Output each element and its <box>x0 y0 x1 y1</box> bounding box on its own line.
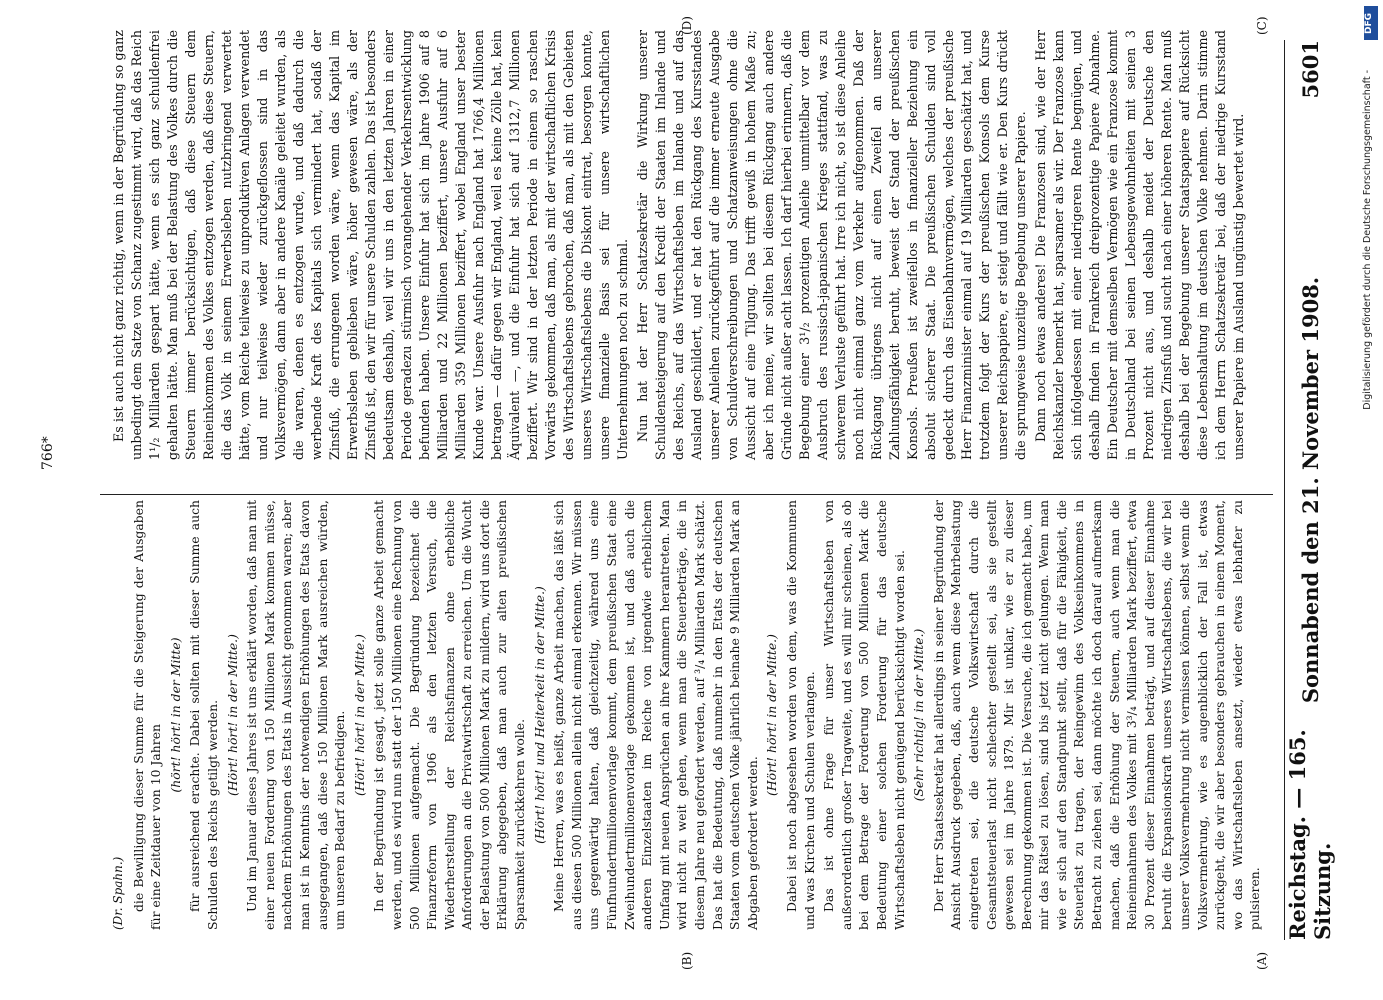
interjection: (Hört! hört! in der Mitte.) <box>224 634 240 796</box>
paragraph: Das ist ohne Frage für unser Wirtschaftsleben von außerordentlich großer Tragweite, und es will mir scheinen, als ob bei dem Betrage der Forderung von 500 Millionen Mark die Bedeutung einer solchen Forderung für das deutsche Wirtschaftsleben nicht genügend berücksichtigt worden sei. <box>821 500 907 930</box>
header-rule <box>1284 40 1285 940</box>
credit-text: Digitalisierung gefördert durch die Deutsche Forschungsgemeinschaft - <box>1362 70 1373 410</box>
header-session: Reichstag. — 165. Sitzung. <box>1285 729 1335 940</box>
margin-mark-b: (B) <box>680 951 694 970</box>
interjection: (hört! hört! in der Mitte) <box>167 637 183 793</box>
interjection: (Sehr richtig! in der Mitte.) <box>911 628 927 802</box>
dfg-logo: DFG <box>1364 6 1378 40</box>
paragraph: die Bewilligung dieser Summe für die Steigerung der Ausgaben für eine Zeitdauer von 10 Jahren <box>130 500 164 930</box>
credit-line <box>1362 10 1382 990</box>
left-column <box>110 500 1268 930</box>
speaker-name: (Dr. Spahn.) <box>111 856 125 930</box>
interjection: (Hört! hört! in der Mitte.) <box>764 634 780 796</box>
folio-mark: 766* <box>40 436 56 470</box>
page-header <box>1285 40 1335 940</box>
page-number: 5601 <box>1297 40 1323 99</box>
margin-mark-d: (D) <box>680 16 694 35</box>
right-column <box>110 30 1268 460</box>
paragraph: Dann noch etwas anderes! Die Franzosen sind, wie der Herr Reichskanzler bemerkt hat, sparsamer als wir. Der Franzose kann sich infolgedessen mit einer niedrigeren Rente begnügen, und deshalb finden in Frankreich dreiprozentige Papiere Abnahme. Ein Deutscher mit demselben Vermögen wie ein Franzose kommt in Deutschland bei seinen Lebensgewohnheiten mit seinen 3 Prozent nicht aus, und deshalb meidet der Deutsche den niedrigen Zinsfuß und sucht nach einer höheren Rente. Man muß deshalb bei der Begebung unserer Staatspapiere auf Rücksicht diese Lebenshaltung im deutschen Volke nehmen. Darin stimme ich dem Herrn Schatzsekretär bei, daß der niedrige Kursstand unserer Papiere im Ausland ungünstig bewertet wird. <box>1033 30 1246 460</box>
paragraph: Und im Januar dieses Jahres ist uns erklärt worden, daß man mit einer neuen Forderung von 150 Millionen Mark kommen müsse, nachdem Erhöhungen des Etats in Aussicht genommen waren; aber man ist in Kenntnis der notwendigen Erhöhungen des Etats davon ausgegangen, daß diese 150 Millionen Mark ausreichen würden, um unseren Bedarf zu befriedigen. <box>244 500 348 930</box>
header-date: Sonnabend den 21. November 1908. <box>1297 276 1323 704</box>
paragraph: für ausreichend erachte. Dabei sollten mit dieser Summe auch Schulden des Reichs getilgt werden. <box>187 500 220 930</box>
paragraph: Der Herr Staatssekretär hat allerdings in seiner Begründung der Ansicht Ausdruck gegeben, daß, auch wenn diese Mehrbelastung eingetreten sei, die deutsche Volkswirtschaft durch die Gesamtsteuerlast nicht schlechter gestellt sei, als sie gestellt gewesen sei im Jahre 1879. Mir ist unklar, wie er zu dieser Berechnung gekommen ist. Die Versuche, die ich gemacht habe, um mir das Rätsel zu lösen, sind bis jetzt nicht gelungen. Wenn man wie er sich auf den Standpunkt stellt, daß für die Fähigkeit, die Steuerlast zu tragen, der Reingewinn des Volkseinkommens in Betracht zu ziehen sei, dann möchte ich doch darauf aufmerksam machen, daß die Erhöhung der Steuern, auch wenn man die Reineinnahmen des Volkes mit 3³/₄ Milliarden Mark beziffert, etwa 30 Prozent dieser Einnahmen beträgt, und auf dieser Einnahme beruht die Expansionskraft unseres Wirtschaftslebens, die wir bei unserer Volksvermehrung nicht vermissen können, selbst wenn die Volksvermehrung, wie es augenblicklich der Fall ist, etwas zurückgeht, die wir aber besonders gebrauchen in einem Moment, wo das Wirtschaftsleben ansetzt, wieder etwas lebhafter zu pulsieren. <box>930 500 1263 930</box>
paragraph: Nun hat der Herr Schatzsekretär die Wirkung unserer Schuldensteigerung auf den Kredit der Staaten im Inlande und des Reichs, auf das Wirtschaftsleben im Inlande und auf das Ausland geschildert, und er hat den Rückgang des Kursstandes unserer Anleihen zurückgeführt auf die immer erneute Ausgabe von Schuldverschreibungen und Schatzanweisungen ohne die Aussicht auf eine Tilgung. Das trifft gewiß in hohem Maße zu; aber ich meine, wir sollten bei diesem Rückgang auch andere Gründe nicht außer acht lassen. Ich darf hierbei erinnern, daß die Begebung einer 3¹/₂ prozentigen Anleihe unmittelbar vor dem Ausbruch des russisch-japanischen Krieges stattfand, was zu schwerem Verluste geführt hat. Irre ich nicht, so ist diese Anleihe noch nicht einmal ganz vom Verkehr aufgenommen. Daß der Rückgang übrigens nicht auf einen Zweifel an unserer Zahlungsfähigkeit beruht, beweist der Stand der preußischen Konsols. Preußen ist zweifellos in finanzieller Beziehung ein absolut sicherer Staat. Die preußischen Schulden sind voll gedeckt durch das Eisenbahnvermögen, welches der preußische Herr Finanzminister einmal auf 19 Milliarden geschätzt hat, und trotzdem folgt der Kurs der preußischen Konsols dem Kurse unserer Reichspapiere, er steigt und fällt wie er. Den Kurs drückt die sprungweise unzeitige Begebung unserer Papiere. <box>635 30 1028 460</box>
margin-mark-c: (C) <box>1255 16 1269 35</box>
paragraph: In der Begründung ist gesagt, jetzt solle ganze Arbeit gemacht werden, und es wird nun statt der 150 Millionen eine Rechnung von 500 Millionen aufgemacht. Die Begründung bezeichnet die Finanzreform von 1906 als den letzten Versuch, die Wiederherstellung der Reichsfinanzen ohne erhebliche Anforderungen an die Privatwirtschaft zu erreichen. Um die Wucht der Belastung von 500 Millionen Mark zu mildern, wird uns dort die Erklärung abgegeben, daß man auch zur alten preußischen Sparsamkeit zurückkehren wolle. <box>371 500 528 930</box>
paragraph: Es ist auch nicht ganz richtig, wenn in der Begründung so ganz unbedingt dem Satze von Schanz zugestimmt wird, daß das Reich 1¹/₂ Milliarden gespart hätte, wenn es sich ganz schuldenfrei gehalten hätte. Man muß bei der Belastung des Volkes durch die Steuern immer berücksichtigen, daß diese Steuern dem Reineinkommen des Volkes entzogen werden, daß diese Steuern, die das Volk in seinem Erwerbsleben nutzbringend verwertet hätte, vom Reiche teilweise zu unproduktiven Anlagen verwendet und nur teilweise wieder zurückgeflossen sind in das Volksvermögen, dann aber in andere Kanäle geleitet wurden, als die waren, denen es entzogen wurde, und daß dadurch die werbende Kraft des Kapitals sich vermindert hat, sodaß der Zinsfuß, die errungenen worden wäre, wenn das Kapital im Erwerbsleben geblieben wäre, höher gewesen wäre, als der Zinsfuß ist, den wir für unsere Schulden zahlen. Das ist besonders bedeutsam deshalb, weil wir uns in den letzten Jahren in einer Periode geradezu stürmisch vorangehender Verkehrsentwicklung befunden haben. Unsere Einfuhr hat sich im Jahre 1906 auf 8 Milliarden und 22 Millionen beziffert, unsere Ausfuhr auf 6 Milliarden 359 Millionen beziffert, wobei England unser bester Kunde war. Unsere Ausfuhr nach England hat 1766,4 Millionen betragen — dafür gegen wir England, weil es keine Zölle hat, kein Äquivalent —, und die Einfuhr hat sich auf 1312,7 Millionen beziffert. Wir sind in der letzten Periode in einem so raschen Vorwärts gekommen, daß man, als mit der wirtschaftlichen Krisis des Wirtschaftslebens gebrochen, daß man, als mit den Gebieten unseres Wirtschaftslebens die Diskont eintrat, besorgen konnte, unsere finanzielle Basis sei für unsere wirtschaftlichen Unternehmungen noch zu schmal. <box>111 30 630 460</box>
interjection: (Hört! hört! und Heiterkeit in der Mitte.) <box>531 586 547 844</box>
paragraph: Dabei ist noch abgesehen worden von dem, was die Kommunen und was Kirchen und Schulen verlangen. <box>783 500 817 930</box>
paragraph: Meine Herren, was es heißt, ganze Arbeit machen, das läßt sich aus diesen 500 Millionen allein nicht einmal erkennen. Wir müssen uns gegenwärtig halten, daß gleichzeitig, während uns eine Fünfhundertmillionenvorlage kommt, dem preußischen Staat eine Zweihundertmillionenvorlage gekommen ist, und daß auch die anderen Einzelstaaten im Reiche von irgendwie erheblichem Umfang mit neuen Ansprüchen an ihre Kammern herantreten. Man wird nicht zu weit gehen, wenn man die Steuerbeträge, die in diesem Jahre neu gefordert werden, auf ³/₄ Milliarden Mark schätzt. Das hat die Bedeutung, daß nunmehr in den Etats der deutschen Staaten vom deutschen Volke jährlich beinahe 9 Milliarden Mark an Abgaben gefordert werden. <box>551 500 760 930</box>
interjection: (Hört! hört! in der Mitte.) <box>351 634 367 796</box>
column-divider <box>100 494 1273 495</box>
margin-mark-a: (A) <box>1255 951 1269 970</box>
